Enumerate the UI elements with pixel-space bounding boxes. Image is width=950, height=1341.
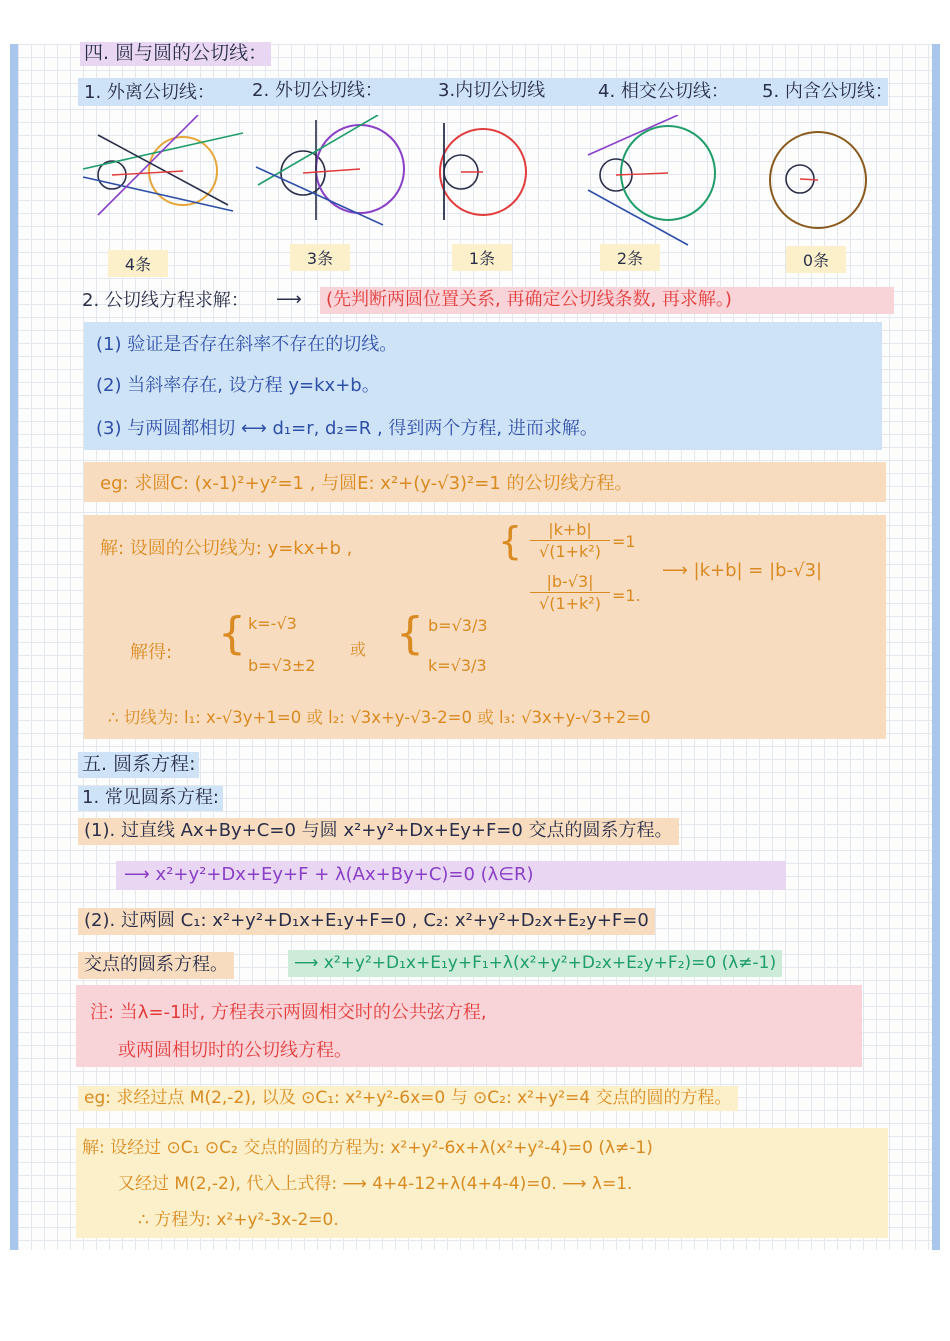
implies-result: ⟶ |k+b| = |b-√3| [662,560,823,581]
brace-sol2: { [396,608,424,659]
sol1-k: k=-√3 [248,614,297,633]
eq2-numerator: |b-√3| [530,572,610,593]
diagram-contained [770,132,866,228]
item1-text: (1). 过直线 Ax+By+C=0 与圆 x²+y²+Dx+Ey+F=0 交点的圆系方程。 [78,818,679,845]
item2-cont: 交点的圆系方程。 [78,952,234,979]
sol2-k: k=√3/3 [428,656,487,675]
method-title: 2. 公切线方程求解： [82,290,249,311]
method-arrow: ⟶ [276,289,302,310]
step-1: (1) 验证是否存在斜率不存在的切线。 [96,334,398,355]
solved-label: 解得: [130,642,173,663]
diagram-internal-tangent [440,123,526,220]
step-2: (2) 当斜率存在, 设方程 y=kx+b。 [96,375,380,396]
sol1-b: b=√3±2 [248,656,316,675]
eq2-denominator: √(1+k²) [539,594,601,613]
solution2-line2: 又经过 M(2,-2), 代入上式得: ⟶ 4+4-12+λ(4+4-4)=0. ⟶ λ=1. [118,1174,633,1194]
tangent-diagrams [78,115,898,250]
note-line1: 注: 当λ=-1时, 方程表示两圆相交时的公共弦方程, [90,1002,487,1023]
diagram-intersecting [588,115,715,245]
type-4-label: 4. 相交公切线： [598,81,729,102]
type-1-label: 1. 外离公切线： [84,82,215,103]
brace-system: { [498,519,523,563]
step-3: (3) 与两圆都相切 ⟷ d₁=r, d₂=R , 得到两个方程, 进而求解。 [96,418,598,439]
type-3-label: 3.内切公切线 [438,80,546,101]
brace-sol1: { [218,608,246,659]
diagram-external-separate [83,115,243,215]
solution-line1: 解: 设圆的公切线为: y=kx+b , [100,538,353,559]
eq1-denominator: √(1+k²) [539,542,601,561]
section5-sub1: 1. 常见圆系方程: [78,786,223,811]
example2-text: eg: 求经过点 M(2,-2), 以及 ⊙C₁: x²+y²-6x=0 与 ⊙C₂: x²+y²=4 交点的圆的方程。 [78,1086,738,1111]
count-3: 1条 [452,244,512,271]
solution2-line1: 解: 设经过 ⊙C₁ ⊙C₂ 交点的圆的方程为: x²+y²-6x+λ(x²+y²-4)=0 (λ≠-1) [82,1138,653,1158]
note-line2: 或两圆相切时的公切线方程。 [118,1040,352,1061]
diagram-external-tangent [256,115,404,225]
solution-conclusion: ∴ 切线为: l₁: x-√3y+1=0 或 l₂: √3x+y-√3-2=0 或 l₃: √3x+y-√3+2=0 [108,708,651,727]
count-4: 2条 [600,244,660,271]
item1-result: ⟶ x²+y²+Dx+Ey+F + λ(Ax+By+C)=0 (λ∈R) [116,861,786,890]
eq1-numerator: |k+b| [530,520,610,541]
count-2: 3条 [290,244,350,271]
section4-title: 四. 圆与圆的公切线： [80,42,271,66]
item2-text: (2). 过两圆 C₁: x²+y²+D₁x+E₁y+F=0 , C₂: x²+y²+D₂x+E₂y+F=0 [78,908,655,935]
or-1: 或 [350,640,367,659]
count-5: 0条 [786,246,846,273]
type-2-label: 2. 外切公切线： [252,80,383,101]
method-note: (先判断两圆位置关系, 再确定公切线条数, 再求解。) [320,287,894,314]
eq1-rhs: =1 [612,532,636,551]
example-text: eg: 求圆C: (x-1)²+y²=1 , 与圆E: x²+(y-√3)²=1 的公切线方程。 [100,473,633,494]
solution2-line3: ∴ 方程为: x²+y²-3x-2=0. [138,1210,339,1230]
item2-result: ⟶ x²+y²+D₁x+E₁y+F₁+λ(x²+y²+D₂x+E₂y+F₂)=0 (λ≠-1) [288,950,782,977]
type-5-label: 5. 内含公切线： [762,81,893,102]
section5-title: 五. 圆系方程: [78,752,199,778]
eq2-rhs: =1. [612,586,641,605]
count-1: 4条 [108,250,168,277]
sol2-b: b=√3/3 [428,616,488,635]
